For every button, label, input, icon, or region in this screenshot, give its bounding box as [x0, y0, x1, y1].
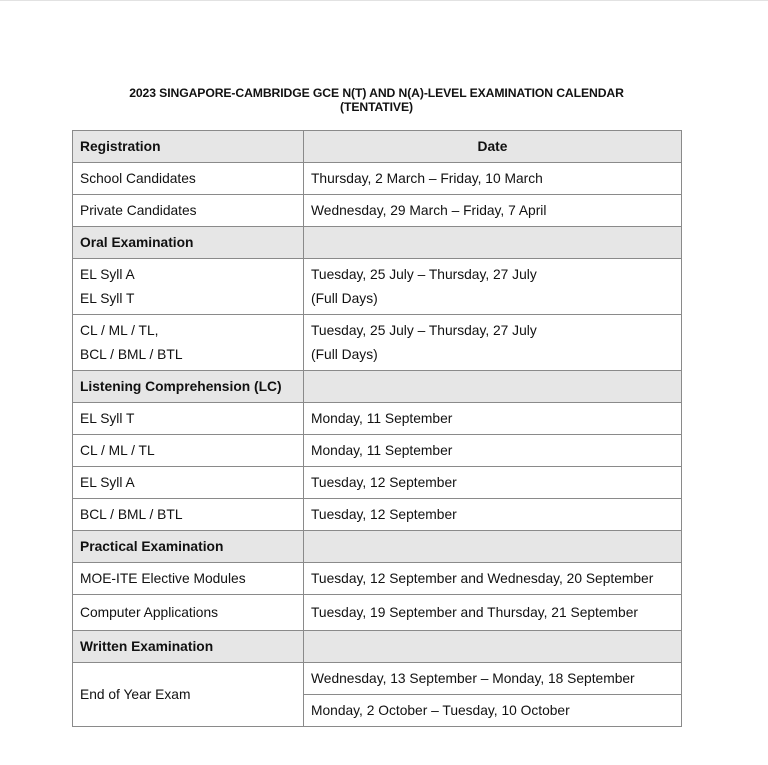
row-date: [304, 315, 682, 371]
row-date: Monday, 11 September: [304, 435, 682, 467]
row-date: Tuesday, 12 September and Wednesday, 20 September: [304, 563, 682, 595]
row-date: Tuesday, 12 September: [304, 467, 682, 499]
row-label: Computer Applications: [73, 595, 304, 631]
row-date: Wednesday, 13 September – Monday, 18 September: [304, 663, 682, 695]
table-row: [73, 563, 682, 595]
row-date-line2: (Full Days): [311, 346, 378, 362]
row-label: School Candidates: [73, 163, 304, 195]
row-label: MOE-ITE Elective Modules: [73, 563, 304, 595]
section-empty-cell: [304, 531, 682, 563]
header-date: Date: [304, 131, 682, 163]
table-row: [73, 499, 682, 531]
table-row: [73, 163, 682, 195]
row-label: EL Syll T: [73, 403, 304, 435]
row-label: End of Year Exam: [73, 663, 304, 727]
table-row: [73, 595, 682, 631]
row-label: CL / ML / TL: [73, 435, 304, 467]
document-title-line2: (TENTATIVE): [340, 100, 413, 114]
header-registration: Registration: [73, 131, 304, 163]
row-date-line1: Tuesday, 25 July – Thursday, 27 July: [311, 322, 537, 338]
page-top-border: [0, 0, 768, 1]
examination-calendar-table: [72, 130, 682, 727]
row-date: Tuesday, 12 September: [304, 499, 682, 531]
section-title-oral: Oral Examination: [73, 227, 304, 259]
table-row: [73, 315, 682, 371]
row-label-line1: EL Syll A: [80, 266, 135, 282]
table-row: [73, 435, 682, 467]
row-date: Monday, 2 October – Tuesday, 10 October: [304, 695, 682, 727]
section-row-written: [73, 631, 682, 663]
row-date: Thursday, 2 March – Friday, 10 March: [304, 163, 682, 195]
table-row: [73, 259, 682, 315]
row-date-line2: (Full Days): [311, 290, 378, 306]
row-date: [304, 259, 682, 315]
row-date: Tuesday, 19 September and Thursday, 21 September: [304, 595, 682, 631]
row-date: Monday, 11 September: [304, 403, 682, 435]
row-label: EL Syll A: [73, 467, 304, 499]
row-label-line2: BCL / BML / BTL: [80, 346, 183, 362]
table-row: [73, 403, 682, 435]
document-title: [72, 86, 681, 114]
row-label: Private Candidates: [73, 195, 304, 227]
document-title-line1: 2023 SINGAPORE-CAMBRIDGE GCE N(T) AND N(A)-LEVEL EXAMINATION CALENDAR: [129, 86, 624, 100]
section-empty-cell: [304, 631, 682, 663]
section-row-listening: [73, 371, 682, 403]
row-date: Wednesday, 29 March – Friday, 7 April: [304, 195, 682, 227]
table-header-row: [73, 131, 682, 163]
row-label: [73, 259, 304, 315]
section-row-oral: [73, 227, 682, 259]
table-row: [73, 467, 682, 499]
row-label: BCL / BML / BTL: [73, 499, 304, 531]
table-row: [73, 663, 682, 695]
row-label-line2: EL Syll T: [80, 290, 135, 306]
row-date-line1: Tuesday, 25 July – Thursday, 27 July: [311, 266, 537, 282]
section-title-written: Written Examination: [73, 631, 304, 663]
section-title-listening: Listening Comprehension (LC): [73, 371, 304, 403]
row-label-line1: CL / ML / TL,: [80, 322, 159, 338]
section-empty-cell: [304, 371, 682, 403]
section-row-practical: [73, 531, 682, 563]
section-empty-cell: [304, 227, 682, 259]
table-row: [73, 195, 682, 227]
row-label: [73, 315, 304, 371]
section-title-practical: Practical Examination: [73, 531, 304, 563]
